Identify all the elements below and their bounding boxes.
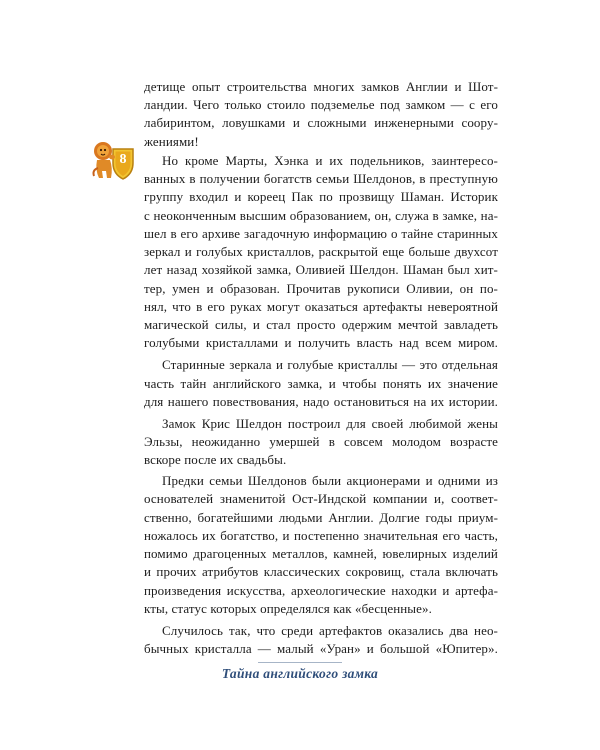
- text-line: нял, что в его руках могут оказаться артефакты невероятной: [144, 299, 498, 314]
- text-line: голубыми кристаллами и получить власть над всем миром.: [144, 335, 498, 350]
- text-line: детище опыт строительства многих замков Англии и Шот-: [144, 79, 498, 94]
- footer-book-title: Тайна английского замка: [221, 666, 379, 681]
- text-line: ножалось их богатство, и постепенно значительная его часть,: [144, 528, 498, 543]
- text-line: Но кроме Марты, Хэнка и их подельников, заинтересо-: [162, 153, 498, 168]
- text-line: Замок Крис Шелдон построил для своей любимой жены: [162, 416, 498, 431]
- text-line: лабиринтом, ловушками и сложными инженерными соору-: [144, 115, 498, 130]
- text-line: произведения искусства, археологические находки и артефа-: [144, 583, 498, 598]
- text-line: жениями!: [144, 134, 199, 149]
- page-number: 8: [119, 152, 127, 167]
- text-line: Случилось так, что среди артефактов оказались два нео-: [162, 623, 498, 638]
- text-line: ственно, богатейшими людьми Англии. Долгие годы приум-: [144, 510, 498, 525]
- text-line: группу входил и кореец Пак по прозвищу Шаман. Историк: [144, 189, 498, 204]
- text-line: ландии. Чего только стоило подземелье под замком — с его: [144, 97, 498, 112]
- text-line: лет назад хозяйкой замка, Оливией Шелдон. Шаман был хит-: [144, 262, 498, 277]
- text-line: часть тайн английского замка, и чтобы понять их значение: [144, 376, 498, 391]
- text-line: помимо драгоценных металлов, камней, ювелирных изделий: [144, 546, 498, 561]
- text-line: основателей знаменитой Ост-Индской компании и, соответ-: [144, 491, 498, 506]
- text-line: Предки семьи Шелдонов были акционерами и одними из: [162, 473, 498, 488]
- text-line: для нашего повествования, надо остановиться на их истории.: [144, 394, 498, 409]
- text-line: с неоконченным высшим образованием, он, служа в замке, на-: [144, 208, 498, 223]
- text-line: Эльзы, неожиданно умершей в совсем молодом возрасте: [144, 434, 498, 449]
- text-line: и прочих атрибутов классических сокровищ, стала включать: [144, 564, 498, 579]
- text-line: ванных в получении богатств семьи Шелдонов, в преступную: [144, 171, 498, 186]
- text-line: магической силы, и стал просто одержим мечтой завладеть: [144, 317, 498, 332]
- text-line: шел в его архиве загадочную информацию о тайне старинных: [144, 226, 498, 241]
- page-number-badge: [92, 138, 138, 184]
- footer-divider: [258, 662, 342, 663]
- text-line: Старинные зеркала и голубые кристаллы — это отдельная: [162, 357, 498, 372]
- text-line: бычных кристалла — малый «Уран» и большой «Юпитер».: [144, 641, 498, 656]
- text-line: зеркал и голубых кристаллов, раскрытой еще больше двухсот: [144, 244, 498, 259]
- text-line: вскоре после их свадьбы.: [144, 452, 287, 467]
- text-line: тер, умен и образован. Прочитав рукописи Оливии, он по-: [144, 281, 498, 296]
- text-line: кты, статус которых определялся как «бесценные».: [144, 601, 432, 616]
